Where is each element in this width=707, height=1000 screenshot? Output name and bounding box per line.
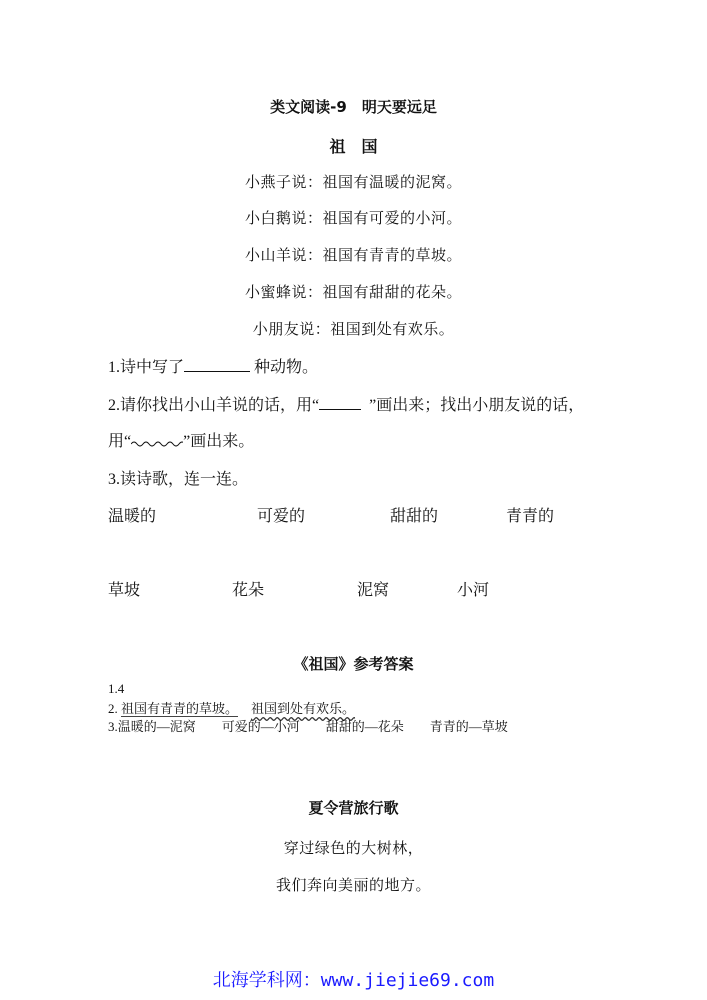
poem-line: 小朋友说：祖国到处有欢乐。 xyxy=(252,320,455,338)
match-top-item: 甜甜的 xyxy=(390,508,439,525)
match-bottom-item: 草坡 xyxy=(108,582,141,599)
poem-line: 小蜜蜂说：祖国有甜甜的花朵。 xyxy=(244,283,462,301)
answer-1: 1.4 xyxy=(108,681,125,696)
answer-2: 2. 祖国有青青的草坡。 祖国到处有欢乐。 xyxy=(108,701,356,716)
question-2: 2.请你找出小山羊说的话，用“ ”画出来；找出小朋友说的话， xyxy=(108,397,585,414)
page-title: 类文阅读-9 明天要远足 xyxy=(270,98,437,116)
poem-line: 小山羊说：祖国有青青的草坡。 xyxy=(244,246,462,264)
match-top-item: 可爱的 xyxy=(257,508,306,525)
answer-2-wavy: 祖国到处有欢乐。 xyxy=(251,701,356,716)
poem-line: 小燕子说：祖国有温暖的泥窝。 xyxy=(244,173,462,191)
poem2-line: 穿过绿色的大树林， xyxy=(283,839,424,857)
poem-line: 小白鹅说：祖国有可爱的小河。 xyxy=(244,209,462,227)
poem2-line: 我们奔向美丽的地方。 xyxy=(275,876,431,894)
match-bottom-item: 泥窝 xyxy=(357,582,390,599)
answer-blank xyxy=(184,357,250,372)
poem2-title: 夏令营旅行歌 xyxy=(308,799,399,817)
match-bottom-item: 小河 xyxy=(457,582,490,599)
straight-line-sample xyxy=(319,395,361,410)
answer-title: 《祖国》参考答案 xyxy=(293,655,414,673)
answer-2-straight: 祖国有青青的草坡。 xyxy=(121,701,239,716)
answer-3: 3.温暖的—泥窝 可爱的—小河 甜甜的—花朵 青青的—草坡 xyxy=(108,719,508,734)
poem-title: 祖 国 xyxy=(329,137,378,156)
wavy-line-sample xyxy=(131,438,183,448)
match-bottom-item: 花朵 xyxy=(232,582,265,599)
question-3: 3.读诗歌，连一连。 xyxy=(108,471,249,488)
match-top-item: 青青的 xyxy=(506,508,555,525)
match-top-item: 温暖的 xyxy=(108,508,157,525)
question-1: 1.诗中写了 种动物。 xyxy=(108,359,319,376)
question-2-cont: 用“ ”画出来。 xyxy=(108,433,255,450)
footer-watermark: 北海学科网：www.jiejie69.com xyxy=(212,970,495,991)
